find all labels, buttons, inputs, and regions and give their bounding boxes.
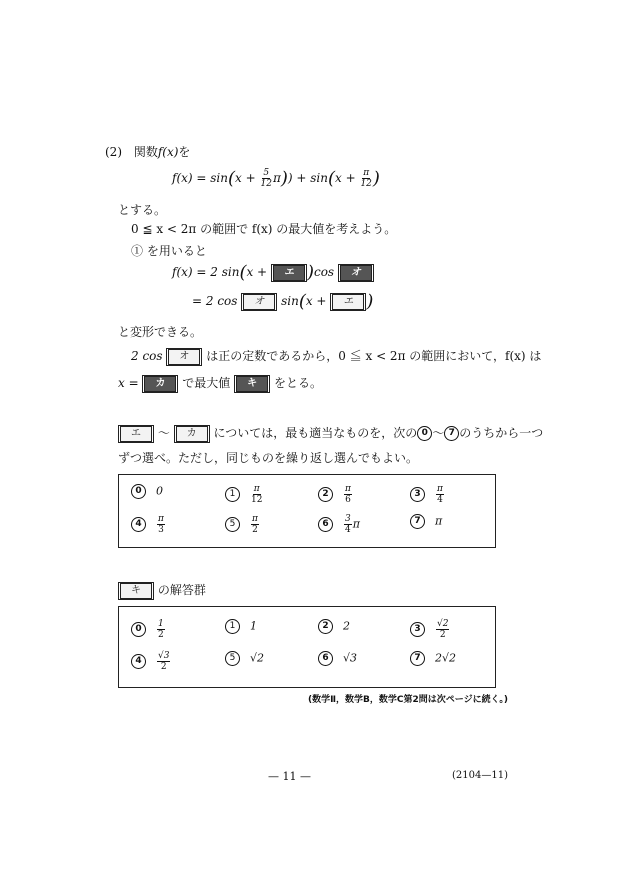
choice-number-icon: 7 bbox=[410, 514, 425, 529]
choice-2 bbox=[318, 619, 350, 634]
choice-number-icon: 6 bbox=[318, 517, 333, 532]
fx-label: f(x) bbox=[157, 145, 179, 159]
fraction-denominator: 4 bbox=[345, 525, 351, 535]
fraction-numerator: 3 bbox=[345, 514, 351, 524]
choice-0 bbox=[131, 619, 166, 640]
answer-box-ki[interactable]: キ bbox=[234, 375, 270, 393]
choice-number-icon: 2 bbox=[318, 619, 333, 634]
x-plus-2: x + bbox=[334, 171, 356, 185]
x-plus-3: x + bbox=[246, 265, 268, 279]
choice-1 bbox=[225, 484, 263, 505]
choice-5 bbox=[225, 514, 260, 535]
fraction-denominator: 6 bbox=[345, 495, 351, 505]
choice-number-icon: 1 bbox=[225, 619, 240, 634]
choice-fraction bbox=[157, 514, 165, 535]
fraction-numerator: √2 bbox=[437, 619, 449, 629]
eq2-lhs: f(x) = 2 sin bbox=[172, 265, 240, 279]
suru-text: とする。 bbox=[118, 203, 167, 217]
choice-number-icon: 0 bbox=[131, 484, 146, 499]
fraction-numerator: π bbox=[253, 484, 260, 494]
choice-fraction bbox=[436, 484, 444, 505]
ref-box-e: エ bbox=[330, 293, 366, 311]
max-line bbox=[118, 374, 322, 393]
choice-5 bbox=[225, 651, 264, 666]
choice-number-icon: 3 bbox=[410, 622, 425, 637]
choice-3 bbox=[410, 484, 445, 505]
choice-fraction bbox=[251, 514, 259, 535]
max-mid: で最大値 bbox=[182, 376, 231, 390]
choice-value: 2 bbox=[343, 619, 350, 633]
choice-fraction bbox=[344, 514, 352, 535]
def-mid: ) + sin bbox=[287, 171, 328, 185]
fraction-denominator: 4 bbox=[437, 495, 443, 505]
ref-box-ka: カ bbox=[174, 425, 210, 443]
instruction-line-2: ずつ選べ。ただし，同じものを繰り返し選んでもよい。 bbox=[118, 451, 419, 465]
max-post: をとる。 bbox=[273, 376, 322, 390]
choice-6 bbox=[318, 514, 360, 535]
fraction-denominator: 2 bbox=[439, 630, 446, 640]
choice-number-icon: 6 bbox=[318, 651, 333, 666]
choice-7 bbox=[410, 651, 456, 666]
ref-box-ki: キ bbox=[118, 582, 154, 600]
choice-fraction bbox=[344, 484, 352, 505]
choice-fraction bbox=[251, 484, 262, 505]
def-lhs: f(x) = sin bbox=[172, 171, 228, 185]
fraction-numerator: √3 bbox=[158, 651, 170, 661]
ref-box-o: オ bbox=[241, 293, 277, 311]
intro-text: 関数 bbox=[133, 145, 158, 159]
choice-value: 1 bbox=[250, 619, 257, 633]
choice-value: π bbox=[435, 514, 443, 528]
choice-fraction bbox=[436, 619, 449, 640]
sin-text: sin bbox=[281, 294, 299, 308]
fraction-suffix: π bbox=[352, 517, 360, 531]
choice-4 bbox=[131, 514, 166, 535]
pos-pre: 2 cos bbox=[131, 349, 163, 363]
choice-value: 2√2 bbox=[435, 651, 457, 665]
choice-6 bbox=[318, 651, 357, 666]
max-pre: x = bbox=[118, 376, 139, 390]
choice-value: 0 bbox=[156, 484, 163, 498]
range-end-icon: 7 bbox=[444, 426, 459, 441]
choice-number-icon: 4 bbox=[131, 654, 146, 669]
problem-intro bbox=[105, 143, 190, 160]
continuation-note: (数学Ⅱ，数学B，数学C第2問は次ページに続く。) bbox=[308, 695, 509, 705]
choice-number-icon: 2 bbox=[318, 487, 333, 502]
tilde: ～ bbox=[157, 426, 170, 440]
fraction-numerator: π bbox=[345, 484, 351, 494]
page-code: (2104—11) bbox=[452, 770, 508, 781]
choice-value: √3 bbox=[343, 651, 358, 665]
fraction-denominator: 2 bbox=[160, 662, 167, 672]
choice-fraction bbox=[157, 619, 165, 640]
answer-box-o[interactable]: オ bbox=[338, 264, 374, 282]
choice-number-icon: 5 bbox=[225, 651, 240, 666]
choice-number-icon: 4 bbox=[131, 517, 146, 532]
instruction-line-1: エ ～ カ については，最も適当なものを，次の 0 ～ 7 のうちから一つ bbox=[118, 424, 543, 443]
pos-post: は正の定数であるから，0 ≦ x < 2π の範囲において，f(x) は bbox=[206, 349, 542, 363]
pi-symbol: π bbox=[272, 171, 281, 185]
fraction-pi-12: $\frac{\pi}{12}$ bbox=[360, 168, 372, 189]
choice-number-icon: 7 bbox=[410, 651, 425, 666]
fraction-denominator: 3 bbox=[158, 525, 164, 535]
instruction-text2: のうちから一つ bbox=[459, 426, 544, 440]
choice-fraction bbox=[157, 651, 170, 672]
answer-box-e[interactable]: エ bbox=[271, 264, 307, 282]
page-number: — 11 — bbox=[268, 770, 311, 783]
use-line: ① を用いると bbox=[131, 244, 207, 258]
ki-group-label: の解答群 bbox=[157, 583, 206, 597]
fraction-denominator: 2 bbox=[158, 630, 164, 640]
eq3-lhs: = 2 cos bbox=[192, 294, 238, 308]
fraction-numerator: π bbox=[158, 514, 164, 524]
range-line: 0 ≦ x < 2π の範囲で f(x) の最大値を考えよう。 bbox=[131, 222, 397, 236]
intro-end: を bbox=[178, 145, 191, 159]
transform-line: と変形できる。 bbox=[118, 325, 203, 339]
answer-box-ka[interactable]: カ bbox=[142, 375, 178, 393]
choice-7 bbox=[410, 514, 442, 529]
choice-number-icon: 3 bbox=[410, 487, 425, 502]
choice-4 bbox=[131, 651, 171, 672]
ref-box-e-3: エ bbox=[118, 425, 154, 443]
fraction-numerator: 1 bbox=[158, 619, 164, 629]
equation-3: = 2 cos オ sin(x + エ ) bbox=[192, 291, 374, 312]
problem-number: (2) bbox=[105, 145, 122, 159]
choice-3 bbox=[410, 619, 450, 640]
fraction-numerator: π bbox=[252, 514, 258, 524]
choice-value: √2 bbox=[250, 651, 265, 665]
fraction-5-12: $\frac{5}{12}$ bbox=[260, 168, 272, 189]
x-plus: x + bbox=[235, 171, 256, 185]
cos-text: cos bbox=[313, 265, 335, 279]
choice-2 bbox=[318, 484, 353, 505]
ref-box-o-2: オ bbox=[166, 348, 202, 366]
positive-line bbox=[131, 347, 541, 366]
fraction-denominator: 12 bbox=[251, 495, 263, 505]
range-start-icon: 0 bbox=[417, 426, 432, 441]
equation-2: f(x) = 2 sin(x + エ )cos オ bbox=[172, 262, 374, 283]
fraction-denominator: 2 bbox=[252, 525, 258, 535]
instruction-text1: については，最も適当なものを，次の bbox=[213, 426, 418, 440]
choice-1 bbox=[225, 619, 257, 634]
fraction-numerator: π bbox=[437, 484, 443, 494]
definition-equation: f(x) = sin(x + $\frac{5}{12}$ π)) + sin(x + $\frac{\pi}{12}$ ) bbox=[172, 168, 380, 189]
choice-number-icon: 5 bbox=[225, 517, 240, 532]
x-plus-4: x + bbox=[305, 294, 327, 308]
choice-number-icon: 1 bbox=[225, 487, 240, 502]
choice-number-icon: 0 bbox=[131, 622, 146, 637]
ki-group-header bbox=[118, 581, 206, 600]
choice-0 bbox=[131, 484, 163, 499]
